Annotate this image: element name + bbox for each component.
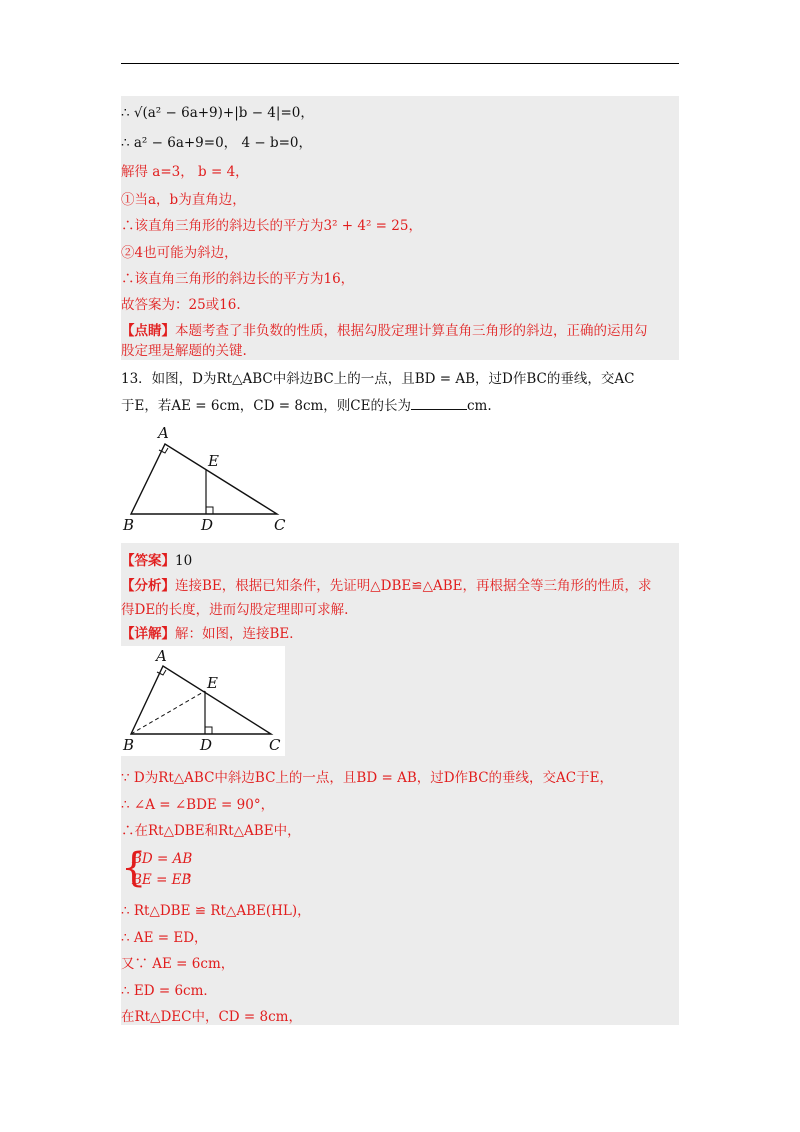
label-d: D: [200, 736, 213, 754]
label-c: C: [274, 516, 286, 534]
step-line: 解得 a=3， b = 4，: [121, 164, 249, 180]
label-e: E: [208, 452, 219, 470]
comment-line: 股定理是解题的关键.: [121, 343, 247, 359]
step-line: ∴ AE = ED，: [121, 930, 208, 946]
question-text: 于E，若AE = 6cm，CD = 8cm，则CE的长为: [121, 398, 411, 414]
label-a: A: [158, 424, 169, 442]
answer-line: [121, 552, 192, 570]
answer-blank: [411, 396, 467, 410]
step-line: ②4也可能为斜边，: [121, 245, 238, 261]
label-e: E: [207, 674, 218, 692]
step-line: ∴ Rt△DBE ≌ Rt△ABE(HL)，: [121, 903, 311, 919]
step-line: ∴ ED = 6cm．: [121, 983, 217, 999]
question-line: [121, 396, 492, 415]
system-eq: BD = AB: [132, 851, 193, 867]
step-line: ∴ √(a² − 6a+9)+|b − 4|=0，: [121, 105, 314, 121]
triangle-abc: [131, 666, 271, 734]
system-brace: {: [121, 845, 147, 891]
detail-tag: 【详解】: [121, 626, 175, 642]
right-angle-mark-d: [206, 507, 213, 514]
right-angle-mark-d: [205, 727, 212, 734]
question-line: 13．如图，D为Rt△ABC中斜边BC上的一点，且BD = AB，过D作BC的垂线，交AC: [121, 371, 635, 387]
system-tail: ，: [186, 863, 200, 879]
analysis-line: 得DE的长度，进而勾股定理即可求解.: [121, 602, 349, 618]
step-line: ∴ ∠A = ∠BDE = 90°，: [121, 797, 275, 813]
label-a: A: [156, 647, 167, 665]
header-rule: [121, 63, 679, 64]
analysis-line: [121, 577, 651, 595]
step-line: ①当a，b为直角边，: [121, 192, 246, 208]
step-line: ∴ a² − 6a+9=0， 4 − b=0，: [121, 135, 312, 151]
triangle-abc: [131, 444, 277, 514]
answer-tag: 【答案】: [121, 553, 175, 569]
comment-text: 本题考查了非负数的性质，根据勾股定理计算直角三角形的斜边，正确的运用勾: [175, 323, 648, 339]
label-b: B: [123, 516, 135, 534]
system-eq: BE = EB: [132, 872, 192, 888]
step-line: 故答案为：25或16.: [121, 297, 241, 313]
label-d: D: [201, 516, 214, 534]
analysis-tag: 【分析】: [121, 578, 175, 594]
comment-tag: 【点睛】: [121, 323, 175, 339]
label-c: C: [269, 736, 281, 754]
step-line: ∴该直角三角形的斜边长的平方为16，: [121, 271, 355, 287]
triangle-figure-with-be: [121, 646, 285, 756]
step-line: ∴该直角三角形的斜边长的平方为3² + 4² = 25，: [121, 218, 422, 234]
step-line: ∵ D为Rt△ABC中斜边BC上的一点，且BD = AB，过D作BC的垂线，交AC于E，: [121, 770, 613, 786]
detail-line: [121, 625, 303, 643]
analysis-text: 连接BE，根据已知条件，先证明△DBE≌△ABE，再根据全等三角形的性质，求: [175, 578, 652, 594]
step-line: ∴在Rt△DBE和Rt△ABE中，: [121, 823, 301, 839]
label-b: B: [123, 736, 135, 754]
comment-line: [121, 322, 648, 340]
step-line: 又∵ AE = 6cm，: [121, 956, 235, 972]
dashed-line-be: [131, 691, 205, 734]
question-unit: cm.: [467, 398, 492, 414]
detail-text: 解：如图，连接BE．: [175, 626, 303, 642]
answer-value: 10: [175, 553, 193, 569]
triangle-figure: [121, 424, 301, 536]
step-line: 在Rt△DEC中，CD = 8cm，: [121, 1009, 302, 1025]
